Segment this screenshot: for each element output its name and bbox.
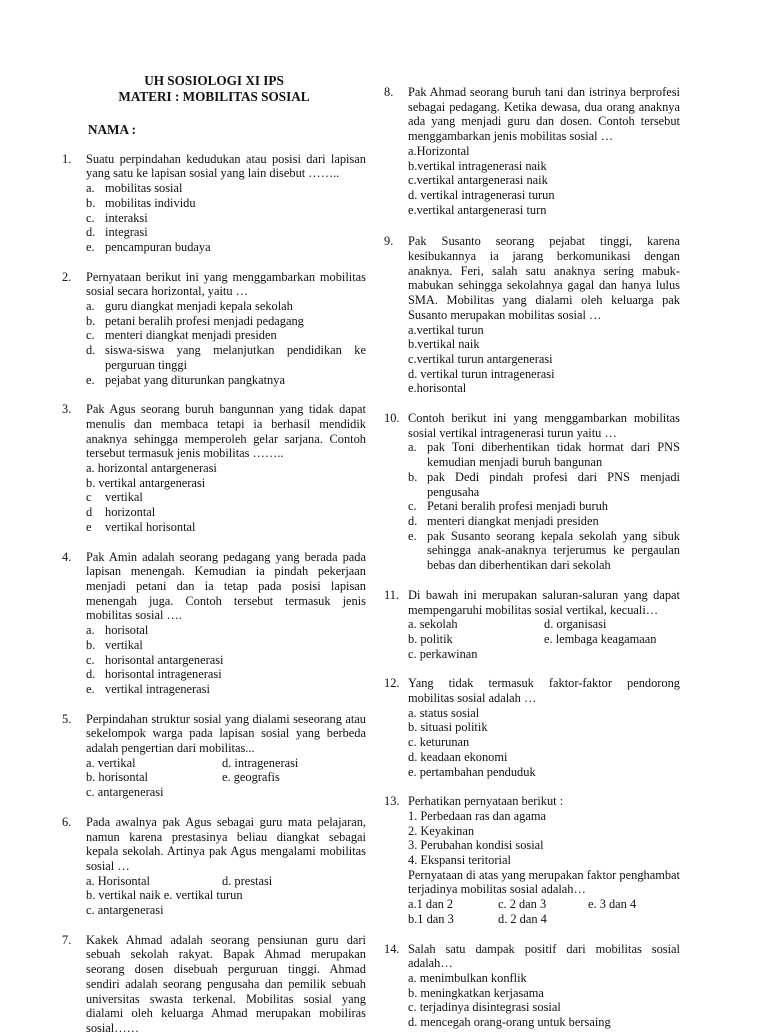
option: a. Horisontal	[86, 873, 151, 888]
option: a. pak Toni diberhentikan tidak hormat dari PNS kemudian menjadi buruh bangunan	[408, 440, 680, 470]
option: c. terjadinya disintegrasi sosial	[408, 1000, 561, 1015]
question-stem: Di bawah ini merupakan saluran-saluran yang dapat mempengaruhi mobilitas sosial vertikal, kecuali…	[408, 587, 680, 617]
option: c. 2 dan 3	[498, 897, 547, 912]
question-number: 10.	[384, 411, 400, 426]
option: e. 3 dan 4	[588, 897, 637, 912]
question-12	[384, 676, 680, 779]
right-column	[384, 0, 680, 1030]
title-block	[62, 73, 366, 105]
question-stem: Yang tidak termasuk faktor-faktor pendorong mobilitas sosial adalah …	[408, 676, 680, 706]
option: a. mobilitas sosial	[86, 181, 183, 196]
question-10	[384, 411, 680, 573]
question-stem: Kakek Ahmad adalah seorang pensiunan guru dari sebuah sekolah rakyat. Bapak Ahmad merupakan seorang dosen disebuah perguruan tinggi. Ahmad sendiri adalah seorang pengusaha dan pemilik sebuah universitas swasta terkenal. Mobilitas sosial yang dialami oleh keluarga Ahmad merupakan mobiliras sosial……	[86, 932, 366, 1035]
statement: 4. Ekspansi teritorial	[408, 853, 511, 868]
question-stem: Pak Ahmad seorang buruh tani dan istrinya berprofesi sebagai pedagang. Ketika dewasa, dua orang anaknya ada yang menjadi guru dan dosen. Contoh tersebut menggambarkan jenis mobilitas sosial …	[408, 85, 680, 144]
option: d. intragenerasi	[222, 755, 299, 770]
option-grid	[86, 874, 366, 889]
option: d. mencegah orang-orang untuk bersaing	[408, 1015, 611, 1030]
question-stem: Pak Agus seorang buruh bangunnan yang tidak dapat menulis dan membaca tetapi ia berhasil mendidik anaknya sehingga memperoleh gelar sarjana. Contoh tersebut termasuk jenis mobilitas ……..	[86, 402, 366, 461]
option: b.vertikal naik	[408, 337, 480, 352]
option: d. keadaan ekonomi	[408, 749, 508, 764]
option: c. menteri diangkat menjadi presiden	[86, 328, 277, 343]
option: a. horizontal antargenerasi	[86, 461, 217, 476]
option: c. antargenerasi	[86, 785, 164, 800]
option: c. Petani beralih profesi menjadi buruh	[408, 499, 608, 514]
option: e vertikal horisontal	[86, 519, 196, 534]
option: a. menimbulkan konflik	[408, 970, 527, 985]
option: e. vertikal intragenerasi	[86, 681, 210, 696]
option: b. mobilitas individu	[86, 195, 196, 210]
question-stem: Pernyataan berikut ini yang menggambarkan mobilitas sosial secara horizontal, yaitu …	[86, 269, 366, 299]
question-stem: Perpindahan struktur sosial yang dialami seseorang atau sekelompok warga pada lapisan sosial yang berbeda adalah pengertian dari mobilitas...	[86, 711, 366, 756]
question-number: 7.	[62, 932, 72, 947]
option: d. integrasi	[86, 225, 148, 240]
option: b. politik	[408, 631, 453, 646]
question-stem: Suatu perpindahan kedudukan atau posisi dari lapisan yang satu ke lapisan sosial yang lain disebut ……..	[86, 151, 366, 181]
question-stem: Pak Amin adalah seorang pedagang yang berada pada lapisan menengah. Kemudian ia pindah pekerjaan menjadi petani dan ia tetap pada posisi lapisan menengah juga. Contoh tersebut termasuk jenis mobilitas sosial ….	[86, 549, 366, 623]
option: e. pertambahan penduduk	[408, 764, 536, 779]
option: d. prestasi	[222, 873, 273, 888]
question-number: 4.	[62, 549, 72, 564]
question-5	[62, 712, 366, 800]
question-14	[384, 942, 680, 1030]
option: b. pak Dedi pindah profesi dari PNS menjadi pengusaha	[408, 469, 680, 499]
question-6	[62, 815, 366, 918]
option: d. menteri diangkat menjadi presiden	[408, 513, 599, 528]
option: a. horisotal	[86, 623, 149, 638]
option: b. situasi politik	[408, 720, 488, 735]
option: a. sekolah	[408, 617, 458, 632]
option: b. vertikal naik e. vertikal turun	[86, 888, 243, 903]
question-stem: Pak Susanto seorang pejabat tinggi, karena kesibukannya ia jarang berkomunikasi dengan anaknya. Feri, salah satu anaknya sering mabuk-mabukan sehingga sekolahnya gagal dan hanya lulus SMA. Mobilitas yang dialami oleh keluarga pak Susanto merupakan mobilitas sosial …	[408, 234, 680, 322]
option: d. horisontal intragenerasi	[86, 667, 222, 682]
option: e. geografis	[222, 770, 280, 785]
option-grid	[408, 897, 680, 926]
option: a. status sosial	[408, 705, 480, 720]
option: d. siswa-siswa yang melanjutkan pendidikan ke perguruan tinggi	[86, 343, 366, 372]
option: c. horisontal antargenerasi	[86, 652, 224, 667]
question-number: 9.	[384, 234, 394, 249]
left-column	[62, 0, 366, 1036]
question-number: 11.	[384, 587, 400, 602]
question-2	[62, 270, 366, 388]
option: d. 2 dan 4	[498, 911, 547, 926]
option: a. guru diangkat menjadi kepala sekolah	[86, 299, 293, 314]
option: b. petani beralih profesi menjadi pedagang	[86, 313, 304, 328]
statement: 2. Keyakinan	[408, 823, 475, 838]
option: c. perkawinan	[408, 646, 478, 661]
question-9	[384, 234, 680, 396]
question-3	[62, 402, 366, 534]
question-stem: Pada awalnya pak Agus sebagai guru mata pelajaran, namun karena prestasinya beliau diangkat sebagai kepala sekolah. Artinya pak Agus mengalami mobilitas sosial …	[86, 814, 366, 873]
option-grid	[86, 756, 366, 800]
option: a.vertikal turun	[408, 322, 484, 337]
question-number: 12.	[384, 676, 400, 691]
option: e. pencampuran budaya	[86, 239, 211, 254]
question-8	[384, 85, 680, 217]
option: c.vertikal antargenerasi naik	[408, 173, 548, 188]
question-number: 13.	[384, 794, 400, 809]
option: b. horisontal	[86, 770, 148, 785]
question-1	[62, 152, 366, 255]
option: c vertikal	[86, 490, 143, 505]
question-stem-continued: Pernyataan di atas yang merupakan faktor penghambat terjadinya mobilitas sosial adalah…	[408, 867, 680, 897]
statement: 1. Perbedaan ras dan agama	[408, 808, 546, 823]
question-4	[62, 550, 366, 697]
option: e. lembaga keagamaan	[544, 631, 657, 646]
question-stem: Salah satu dampak positif dari mobilitas sosial adalah…	[408, 941, 680, 971]
question-11	[384, 588, 680, 662]
option-grid	[408, 617, 680, 661]
question-number: 6.	[62, 814, 72, 829]
question-stem: Perhatikan pernyataan berikut :	[408, 794, 564, 809]
question-number: 1.	[62, 151, 72, 166]
option: a. vertikal	[86, 755, 136, 770]
option: b.1 dan 3	[408, 911, 454, 926]
option: b. meningkatkan kerjasama	[408, 985, 544, 1000]
option: c. keturunan	[408, 735, 470, 750]
question-number: 3.	[62, 402, 72, 417]
option: c. interaksi	[86, 210, 148, 225]
page-subtitle: MATERI : MOBILITAS SOSIAL	[118, 89, 310, 104]
question-stem: Contoh berikut ini yang menggambarkan mobilitas sosial vertikal intragenerasi turun yaitu …	[408, 411, 680, 440]
option: e. pejabat yang diturunkan pangkatnya	[86, 372, 285, 387]
option: e.horisontal	[408, 381, 467, 396]
question-13	[384, 794, 680, 926]
question-7	[62, 933, 366, 1036]
option: a.Horizontal	[408, 143, 470, 158]
option: b. vertikal antargenerasi	[86, 475, 206, 490]
page-title: UH SOSIOLOGI XI IPS	[144, 73, 284, 88]
option: a.1 dan 2	[408, 897, 454, 912]
statement: 3. Perubahan kondisi sosial	[408, 838, 544, 853]
option: d. vertikal turun intragenerasi	[408, 366, 555, 381]
question-number: 14.	[384, 941, 400, 956]
option: c.vertikal turun antargenerasi	[408, 351, 553, 366]
question-number: 8.	[384, 85, 394, 99]
option: e. pak Susanto seorang kepala sekolah yang sibuk sehingga anak-anaknya terjerumus ke pergaulan bebas dan diberhentikan dari sekolah	[408, 528, 680, 573]
option: b. vertikal	[86, 637, 143, 652]
option: d horizontal	[86, 505, 156, 520]
option: c. antargenerasi	[86, 903, 164, 918]
option: d. organisasi	[544, 617, 607, 632]
question-number: 5.	[62, 711, 72, 726]
option: d. vertikal intragenerasi turun	[408, 187, 555, 202]
option: b.vertikal intragenerasi naik	[408, 158, 547, 173]
name-label: NAMA :	[88, 122, 136, 137]
option: e.vertikal antargenerasi turn	[408, 202, 547, 217]
question-number: 2.	[62, 269, 72, 284]
